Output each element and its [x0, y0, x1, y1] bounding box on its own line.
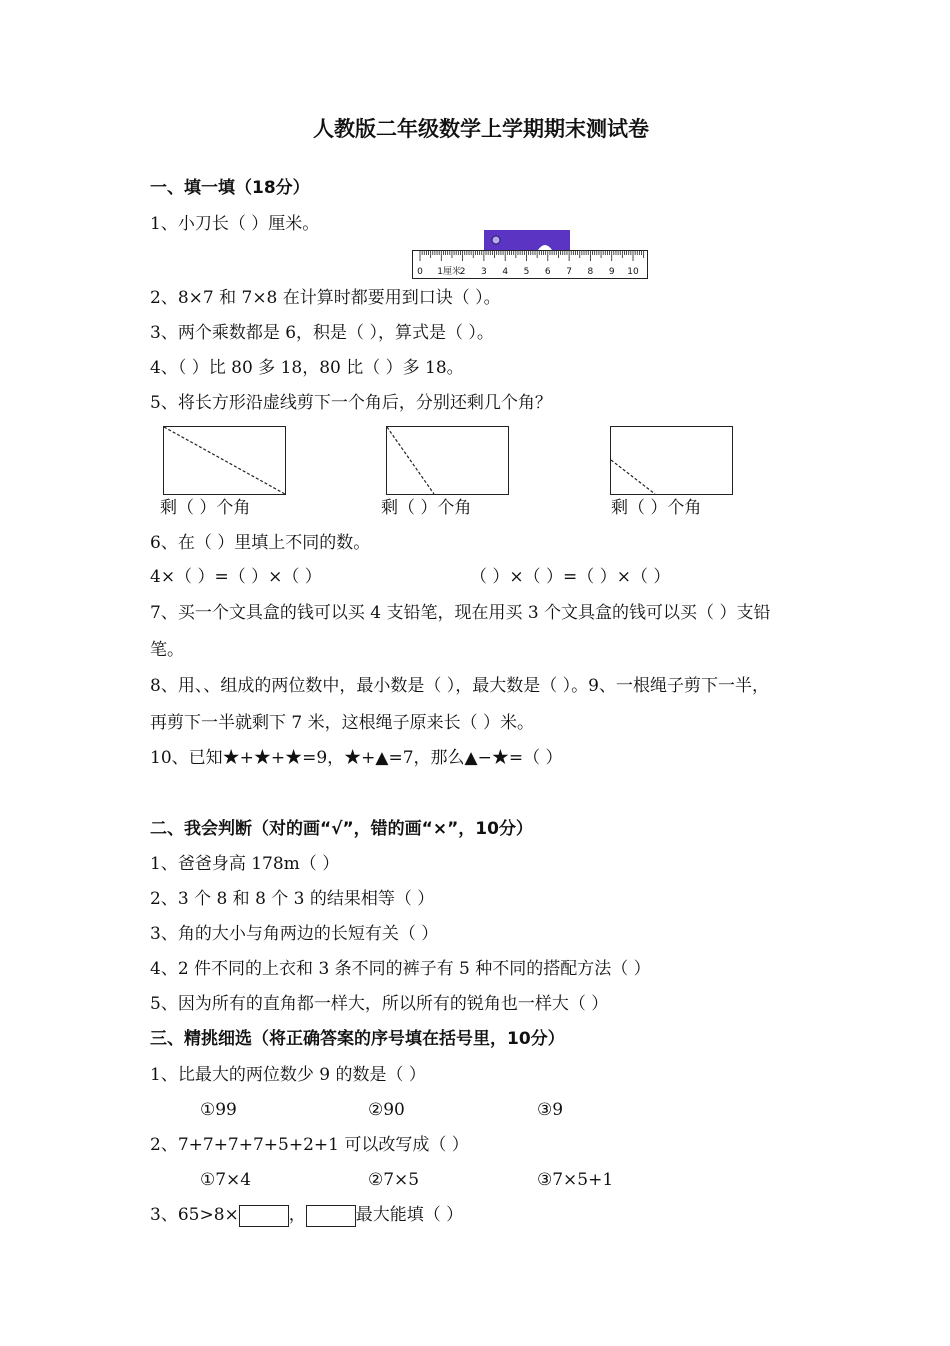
choice-1-option-1: ①99 — [200, 1100, 237, 1120]
ruler-label: 8 — [587, 267, 594, 277]
ruler-label: 0 — [417, 267, 423, 277]
choice-3-comma: ， — [288, 1205, 306, 1225]
answer-box-2[interactable] — [306, 1205, 356, 1227]
ruler-label: 4 — [502, 267, 509, 277]
choice-question-3 — [150, 1204, 463, 1227]
ruler-label: 2 — [459, 267, 466, 277]
knife-rivet — [492, 236, 500, 244]
question-1-5: 5、将长方形沿虚线剪下一个角后，分别还剩几个角？ — [150, 393, 552, 413]
ruler-with-knife-figure — [412, 230, 648, 280]
answer-box-1[interactable] — [239, 1205, 289, 1227]
judge-item-3: 3、角的大小与角两边的长短有关（ ） — [150, 924, 439, 944]
question-1-8-line-1: 8、用、、组成的两位数中，最小数是（ ），最大数是（ ）。9、一根绳子剪下一半， — [150, 676, 769, 696]
judge-item-5: 5、因为所有的直角都一样大，所以所有的锐角也一样大（ ） — [150, 994, 609, 1014]
judge-item-4: 4、2 件不同的上衣和 3 条不同的裤子有 5 种不同的搭配方法（ ） — [150, 959, 651, 979]
ruler-label: 6 — [544, 267, 551, 277]
choice-2-option-1: ①7×4 — [200, 1170, 252, 1190]
choice-question-1: 1、比最大的两位数少 9 的数是（ ） — [150, 1065, 426, 1085]
judge-item-1: 1、爸爸身高 178m（ ） — [150, 854, 340, 874]
ruler-label: 7 — [566, 267, 572, 277]
choice-1-option-3: ③9 — [537, 1100, 564, 1120]
question-1-10: 10、已知★+★+★=9，★+▲=7，那么▲−★=（ ） — [150, 748, 563, 768]
ruler-label: 3 — [481, 267, 487, 277]
question-1-4: 4、（ ）比 80 多 18，80 比（ ）多 18。 — [150, 358, 464, 378]
corner-answer-3: 剩（ ）个角 — [611, 498, 702, 518]
question-1-8-line-2: 再剪下一半就剩下 7 米，这根绳子原来长（ ）米。 — [150, 713, 535, 733]
section-1-heading: 一、填一填（18分） — [150, 178, 310, 198]
page-title: 人教版二年级数学上学期期末测试卷 — [313, 117, 649, 141]
question-1-6-right-equation: （ ）×（ ）=（ ）×（ ） — [470, 567, 671, 587]
question-1-6: 6、在（ ）里填上不同的数。 — [150, 533, 371, 553]
choice-question-2: 2、7+7+7+7+5+2+1 可以改写成（ ） — [150, 1135, 469, 1155]
corner-answer-2: 剩（ ）个角 — [381, 498, 472, 518]
section-2-heading: 二、我会判断（对的画“√”，错的画“×”，10分） — [150, 819, 533, 839]
rectangle-figure-1 — [163, 426, 286, 495]
choice-3-prefix: 3、65>8× — [150, 1205, 239, 1225]
question-1-2: 2、8×7 和 7×8 在计算时都要用到口诀（ ）。 — [150, 288, 501, 308]
ruler-label: 5 — [523, 267, 530, 277]
question-1-7-line-2: 笔。 — [150, 640, 184, 660]
ruler-label: 9 — [608, 267, 615, 277]
question-1-1: 1、小刀长（ ）厘米。 — [150, 214, 320, 234]
choice-3-suffix: 最大能填（ ） — [355, 1205, 464, 1225]
section-3-heading: 三、精挑细选（将正确答案的序号填在括号里，10分） — [150, 1029, 565, 1049]
question-1-3: 3、两个乘数都是 6，积是（ ），算式是（ ）。 — [150, 323, 494, 343]
question-1-7-line-1: 7、买一个文具盒的钱可以买 4 支铅笔，现在用买 3 个文具盒的钱可以买（ ）支铅 — [150, 603, 771, 623]
choice-2-option-3: ③7×5+1 — [537, 1170, 614, 1190]
choice-2-option-2: ②7×5 — [368, 1170, 420, 1190]
choice-1-option-2: ②90 — [368, 1100, 405, 1120]
rectangle-figure-3 — [610, 426, 733, 495]
judge-item-2: 2、3 个 8 和 8 个 3 的结果相等（ ） — [150, 889, 435, 909]
question-1-6-left-equation: 4×（ ）=（ ）×（ ） — [150, 567, 322, 587]
ruler-label: 10 — [627, 267, 639, 277]
corner-answer-1: 剩（ ）个角 — [160, 498, 251, 518]
rectangle-figure-2 — [386, 426, 509, 495]
ruler-label: 1厘米 — [437, 267, 462, 277]
